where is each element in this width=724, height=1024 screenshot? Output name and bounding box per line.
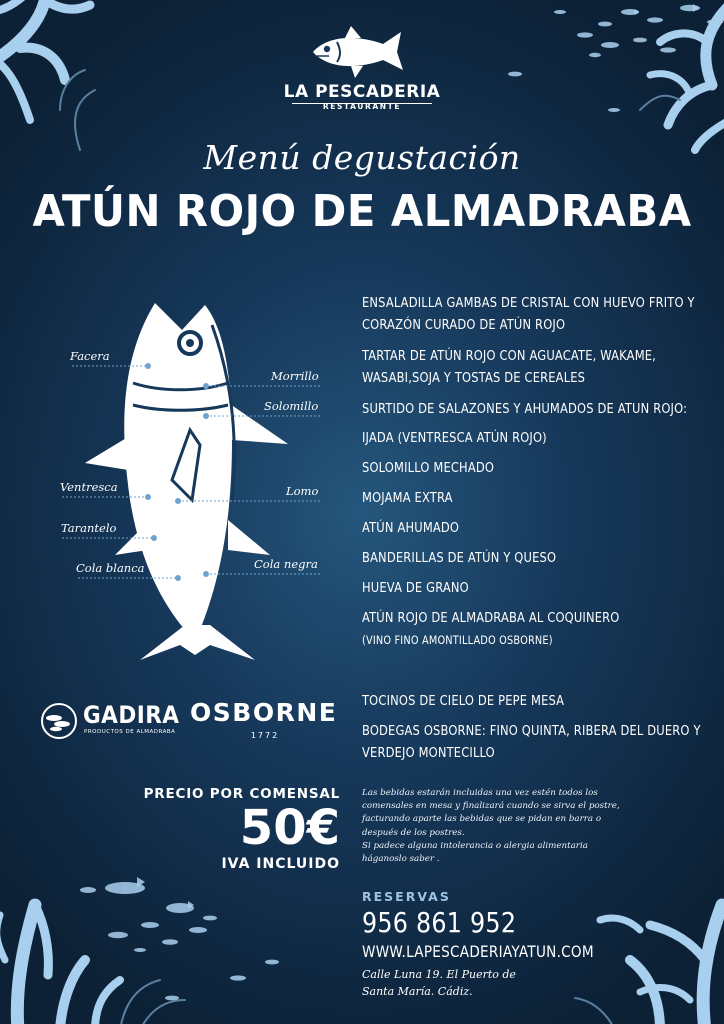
note-line: facturando aparte las bebidas que se pidan en barra o bbox=[362, 814, 602, 825]
menu-line: IJADA (VENTRESCA ATÚN ROJO) bbox=[362, 430, 547, 446]
menu-line: CORAZÓN CURADO DE ATÚN ROJO bbox=[362, 317, 566, 333]
cut-label-ventresca: Ventresca bbox=[60, 480, 118, 494]
menu-line: VERDEJO MONTECILLO bbox=[362, 745, 495, 761]
price-tax-note: IVA INCLUIDO bbox=[221, 856, 340, 872]
menu-line: TARTAR DE ATÚN ROJO CON AGUACATE, WAKAME, bbox=[362, 348, 657, 364]
cut-label-tarantelo: Tarantelo bbox=[61, 521, 117, 535]
price-amount: 50€ bbox=[239, 800, 340, 856]
note-line: háganoslo saber . bbox=[362, 854, 440, 865]
menu-line: BANDERILLAS DE ATÚN Y QUESO bbox=[362, 550, 557, 566]
menu-line: MOJAMA EXTRA bbox=[362, 490, 453, 506]
menu-line: SURTIDO DE SALAZONES Y AHUMADOS DE ATUN ROJO: bbox=[362, 401, 688, 417]
osborne-logo-text: OSBORNE bbox=[190, 698, 338, 727]
cut-label-cola-blanca: Cola blanca bbox=[76, 561, 145, 575]
note-line: después de los postres. bbox=[362, 827, 465, 838]
cut-label-cola-negra: Cola negra bbox=[254, 557, 318, 571]
reservations-website[interactable]: WWW.LAPESCADERIAYATUN.COM bbox=[362, 942, 594, 961]
menu-line: WASABI,SOJA Y TOSTAS DE CEREALES bbox=[362, 370, 586, 386]
menu-line: HUEVA DE GRANO bbox=[362, 580, 469, 596]
reservations-address bbox=[362, 967, 516, 1000]
gadira-logo-subtitle: PRODUCTOS DE ALMADRABA bbox=[84, 729, 176, 735]
price-label: PRECIO POR COMENSAL bbox=[143, 786, 340, 802]
note-line: Si padece alguna intolerancia o alergia alimentaria bbox=[362, 840, 588, 851]
menu-line: ATÚN AHUMADO bbox=[362, 520, 460, 536]
drinks-note bbox=[362, 787, 642, 866]
menu-line: ENSALADILLA GAMBAS DE CRISTAL CON HUEVO FRITO Y bbox=[362, 295, 695, 311]
note-line: Las bebidas estarán incluidas una vez estén todos los bbox=[362, 788, 598, 798]
cut-label-solomillo: Solomillo bbox=[264, 399, 319, 413]
reservations-label: RESERVAS bbox=[362, 889, 451, 904]
tuna-fin-icon bbox=[228, 520, 270, 555]
gadira-logo-icon bbox=[40, 702, 78, 740]
brand-name: LA PESCADERIA bbox=[283, 82, 441, 102]
osborne-logo-year: 1772 bbox=[250, 731, 280, 740]
gadira-logo-text: GADIRA bbox=[83, 701, 180, 729]
cut-label-lomo: Lomo bbox=[286, 484, 319, 498]
reservations-phone[interactable]: 956 861 952 bbox=[362, 906, 517, 939]
cut-label-morrillo: Morrillo bbox=[271, 369, 319, 383]
address-line: Santa María. Cádiz. bbox=[362, 984, 473, 998]
brand-subtitle: RESTAURANTE bbox=[322, 102, 402, 111]
tuna-fin-icon bbox=[85, 437, 128, 470]
menu-title: ATÚN ROJO DE ALMADRABA bbox=[32, 186, 692, 237]
tuna-tail-icon bbox=[140, 625, 255, 660]
note-line: comensales en mesa y finalizará cuando se sirva el postre, bbox=[362, 801, 620, 812]
menu-line: BODEGAS OSBORNE: FINO QUINTA, RIBERA DEL DUERO Y bbox=[362, 723, 701, 739]
menu-line: (VINO FINO AMONTILLADO OSBORNE) bbox=[362, 633, 553, 647]
menu-line: ATÚN ROJO DE ALMADRABA AL COQUINERO bbox=[362, 610, 620, 626]
menu-line: SOLOMILLO MECHADO bbox=[362, 460, 495, 476]
menu-line: TOCINOS DE CIELO DE PEPE MESA bbox=[362, 693, 565, 709]
address-line: Calle Luna 19. El Puerto de bbox=[362, 968, 516, 981]
menu-subtitle: Menú degustación bbox=[203, 138, 521, 177]
cut-label-facera: Facera bbox=[70, 349, 110, 363]
